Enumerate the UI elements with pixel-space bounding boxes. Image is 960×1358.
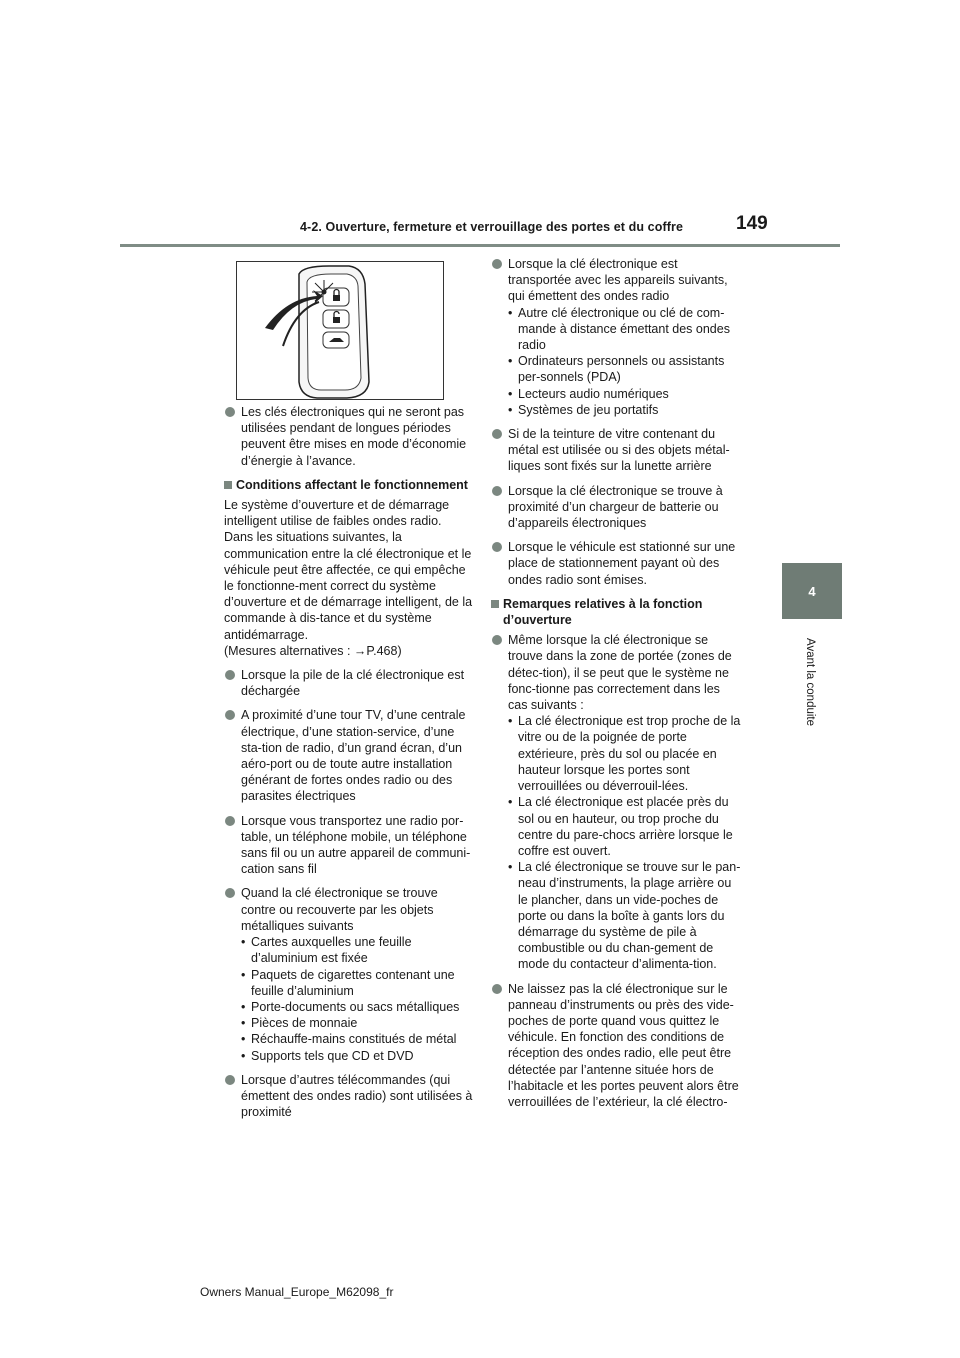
page-number: 149 [736,213,768,234]
bullet-text: Ne laissez pas la clé électronique sur le panneau d’instruments ou près des vide-poches de porte quand vous quittez le véhicule. En fonction des conditions de réception des ondes radio, elle peut être détectée par l’antenne située hors de l’habitacle et les portes peuvent alors être verrouillées de l’extérieur, la clé électro- [508,981,739,1109]
left-column [224,404,474,1128]
bullet-item [224,885,474,1063]
footer-text: Owners Manual_Europe_M62098_fr [200,1285,394,1299]
bullet-dot-icon [225,710,235,720]
bullet-dot-icon [492,635,502,645]
bullet-item [224,1072,474,1121]
bullet-dot-icon [492,984,502,994]
heading-square-icon [224,481,232,489]
list-item: • Ordinateurs personnels ou assistants per-sonnels (PDA) [508,353,741,385]
bullet-text: Lorsque d’autres télécommandes (qui émettent des ondes radio) sont utilisées à proximité [241,1072,473,1120]
chapter-label-text: Avant la conduite [804,637,816,727]
bullet-dot-icon [492,542,502,552]
bullet-text: Si de la teinture de vitre contenant du métal est utilisée ou si des objets métal-liques sont fixés sur la lunette arrière [508,427,730,474]
bullet-dot-icon [492,429,502,439]
devices-list [508,305,741,418]
alternative-measures-note: (Mesures alternatives : →P.468) [224,643,402,658]
bullet-text: Même lorsque la clé électronique se trouve dans la zone de portée (zones de détec-tion), il se peut que le système ne fonc-tionne pas correctement dans les cas suivants : [508,633,732,713]
chapter-label [800,628,814,738]
range-cases-list [508,713,741,972]
section-heading [224,477,474,493]
bullet-text: A proximité d’une tour TV, d’une centrale électrique, d’une station-service, d’une sta-tion de radio, d’un grand écran, d’un aéro-port ou de toute autre installation générant de fortes ondes radio ou des parasites électriques [241,708,466,804]
metal-objects-list [241,934,474,1064]
section-heading-text: Conditions affectant le fonctionnement [236,477,468,492]
bullet-item [491,426,741,475]
bullet-item [224,667,474,699]
chapter-tab [782,563,842,619]
bullet-text: Lorsque le véhicule est stationné sur une place de stationnement payant où des ondes radio sont émises. [508,540,736,587]
bullet-dot-icon [225,1075,235,1085]
intro-paragraph: Le système d’ouverture et de démarrage intelligent utilise de faibles ondes radio. Dans les situations suivantes, la communication entre la clé électronique et le véhicule peut être affectée, ce qui empêche le fonctionne-ment correct du système d’ouverture et de démarrage intelligent, de la commande à dis-tance et du système antidémarrage. [224,498,473,642]
bullet-item [224,813,474,878]
list-item: • Pièces de monnaie [241,1015,474,1031]
bullet-text: Lorsque vous transportez une radio por-table, un téléphone mobile, un téléphone sans fil ou un autre appareil de communi-cation sans fil [241,813,471,877]
header-rule [120,244,840,247]
bullet-item [491,256,741,418]
list-item: • Lecteurs audio numériques [508,386,741,402]
bullet-text: Lorsque la clé électronique est transportée avec les appareils suivants, qui émettent des ondes radio [508,257,728,304]
list-item: • Paquets de cigarettes contenant une feuille d’aluminium [241,967,474,999]
bullet-dot-icon [225,407,235,417]
bullet-dot-icon [225,888,235,898]
list-item: • Supports tels que CD et DVD [241,1048,474,1064]
bullet-dot-icon [492,486,502,496]
section-heading [491,596,741,628]
list-item: • Réchauffe-mains constitués de métal [241,1031,474,1047]
bullet-item [491,632,741,972]
list-item: • Autre clé électronique ou clé de com-mande à distance émettant des ondes radio [508,305,741,354]
list-item: • Cartes auxquelles une feuille d’aluminium est fixée [241,934,474,966]
list-item: • La clé électronique se trouve sur le pan-neau d’instruments, la plage arrière ou le plancher, dans un vide-poches de porte ou dans la boîte à gants lors du démarrage du système de pile à combustible ou du chan-gement de mode du contacteur d’alimenta-tion. [508,859,741,972]
bullet-dot-icon [225,816,235,826]
bullet-text: Les clés électroniques qui ne seront pas utilisées pendant de longues périodes peuvent être mises en mode d’économie d’énergie à l’avance. [241,405,467,468]
right-column [491,256,741,1118]
bullet-text: Lorsque la clé électronique se trouve à proximité d’un chargeur de batterie ou d’appareils électroniques [508,483,723,531]
bullet-item [491,539,741,588]
list-item: • Porte-documents ou sacs métalliques [241,999,474,1015]
list-item: • La clé électronique est trop proche de la vitre ou de la poignée de porte extérieure, près du sol ou placée en hauteur lorsque les portes sont verrouillées ou déverrouil-lées. [508,713,741,794]
smart-key-icon [237,262,443,399]
smart-key-illustration [236,261,444,400]
bullet-item [491,981,741,1111]
bullet-text: Lorsque la pile de la clé électronique est déchargée [241,668,465,699]
bullet-item [224,707,474,804]
bullet-text: Quand la clé électronique se trouve contre ou recouverte par les objets métalliques suivants [241,886,438,933]
list-item: • Systèmes de jeu portatifs [508,402,741,418]
section-title: 4-2. Ouverture, fermeture et verrouillage des portes et du coffre [300,220,684,234]
bullet-item [491,483,741,532]
bullet-dot-icon [225,670,235,680]
bullet-dot-icon [492,259,502,269]
list-item: • La clé électronique est placée près du sol ou en hauteur, ou trop proche du centre du pare-chocs arrière lorsque le coffre est ouvert. [508,794,741,859]
bullet-item [224,404,474,469]
chapter-number: 4 [808,583,816,599]
heading-square-icon [491,600,499,608]
section-heading-text: Remarques relatives à la fonction d’ouverture [503,596,703,628]
